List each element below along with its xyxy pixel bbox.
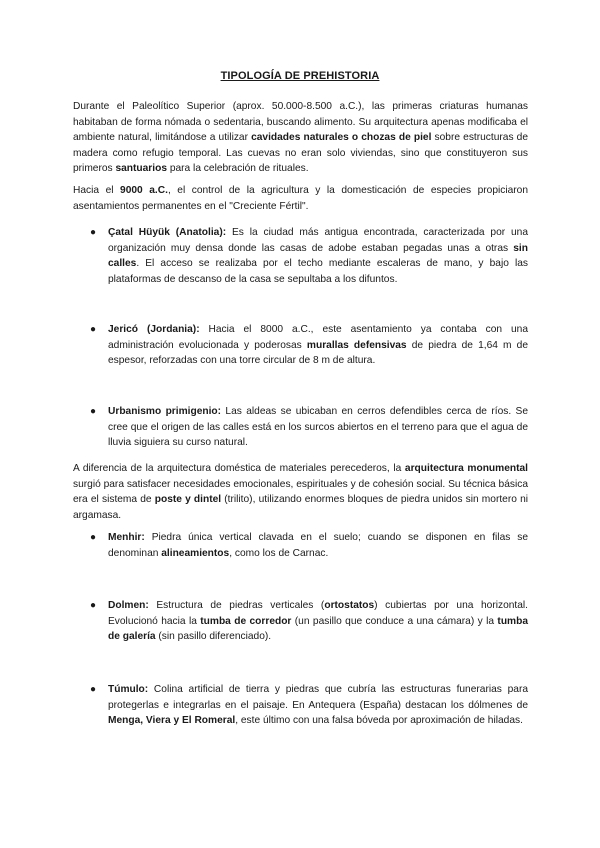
text-run: (un pasillo que conduce a una cámara) y la xyxy=(291,615,498,627)
bold-text: santuarios xyxy=(115,163,167,175)
bullet-icon: ● xyxy=(90,600,97,611)
bullet-icon: ● xyxy=(90,324,97,335)
bullet-icon: ● xyxy=(90,406,97,417)
list-item-catal-huyuk xyxy=(108,225,528,287)
text-run: Piedra única vertical clavada en el suelo; cuando se disponen en filas se denominan xyxy=(108,532,528,559)
bold-text: tumba de galería xyxy=(108,615,528,643)
text-run: A diferencia de la arquitectura doméstica de materiales perecederos, la xyxy=(73,463,405,474)
text-run: de piedra de 1,64 m de espesor, reforzadas con una torre circular de 8 m de altura. xyxy=(108,339,528,367)
text-run: surgió para satisfacer necesidades emocionales, espirituales y de cohesión social. Su técnica básica era el sistema de xyxy=(73,478,528,506)
text-run: ) cubiertas por una horizontal. Evolucionó hacia la xyxy=(108,600,529,627)
bold-text: Menga, Viera y El Romeral xyxy=(108,715,236,727)
bold-text: Urbanismo primigenio: xyxy=(108,406,222,417)
bold-text: cavidades naturales o chozas de piel xyxy=(251,132,432,144)
text-run: Las aldeas se ubicaban en cerros defendibles cerca de ríos. Se cree que el origen de las calles está en los surcos abiertos en el terreno para que el agua de lluvia siguiera su curso natural. xyxy=(108,406,528,449)
bold-text: arquitectura monumental xyxy=(404,463,528,474)
document-title: TIPOLOGÍA DE PREHISTORIA xyxy=(220,70,380,82)
bold-text: Jericó (Jordania): xyxy=(108,324,200,335)
list-item-menhir xyxy=(108,530,528,561)
text-run: Es la ciudad más antigua encontrada, caracterizada por una organización muy densa donde las casas de adobe estaban pegadas unas a otras xyxy=(108,227,528,254)
text-run: Estructura de piedras verticales ( xyxy=(148,600,325,611)
bold-text: 9000 a.C. xyxy=(120,185,168,196)
text-run: Hacia el xyxy=(73,185,121,196)
text-run: , como los de Carnac. xyxy=(229,547,329,559)
list-item-tumulo xyxy=(108,682,528,729)
text-run: (trilito), utilizando enormes bloques de piedra unidos sin mortero ni argamasa. xyxy=(73,494,528,521)
bold-text: alineamientos xyxy=(161,547,230,559)
bold-text: tumba de corredor xyxy=(200,615,292,627)
text-run: Colina artificial de tierra y piedras que cubría las estructuras funerarias para protegerlas e integrarlas en el paisaje. En Antequera (España) destacan los dólmenes de xyxy=(108,684,528,711)
text-run: . El acceso se realizaba por el techo mediante escaleras de mano, y bajo las plataformas de descanso de la casa se sepultaba a los difuntos. xyxy=(108,258,528,285)
list-item-jerico xyxy=(108,322,528,369)
bold-text: ortostatos xyxy=(324,600,375,611)
list-item-urbanismo xyxy=(108,404,528,451)
bullet-icon: ● xyxy=(90,227,97,238)
list-item-dolmen xyxy=(108,598,528,645)
bold-text: poste y dintel xyxy=(154,494,222,506)
paragraph-neolitico xyxy=(73,183,528,214)
text-run: para la celebración de rituales. xyxy=(167,163,309,175)
bold-text: Dolmen: xyxy=(108,600,149,611)
text-run: sobre estructuras de madera como refugio temporal. Las cuevas no eran solo viviendas, sino que constituyeron sus primeros xyxy=(73,132,528,175)
bullet-icon: ● xyxy=(90,684,97,695)
text-run: , el control de la agricultura y la domesticación de especies propiciaron asentamientos permanentes en el "Creciente Fértil". xyxy=(73,185,529,212)
bold-text: Çatal Hüyük (Anatolia): xyxy=(108,227,227,238)
bullet-icon: ● xyxy=(90,532,97,543)
text-run: Hacia el 8000 a.C., este asentamiento ya contaba con una administración evolucionada y poderosas xyxy=(108,324,528,351)
bold-text: murallas defensivas xyxy=(306,339,407,351)
text-run: Durante el Paleolítico Superior (aprox. 50.000-8.500 a.C.), las primeras criaturas humanas habitaban de forma nómada o sedentaria, buscando alimento. Su arquitectura apenas modificaba el ambiente natural, limitándose a utilizar xyxy=(73,101,528,144)
paragraph-arquitectura-monumental xyxy=(73,461,528,523)
bold-text: sin calles xyxy=(108,242,528,270)
text-run: (sin pasillo diferenciado). xyxy=(155,631,272,643)
bold-text: Menhir: xyxy=(108,532,145,543)
paragraph-paleolitico xyxy=(73,99,528,177)
text-run: , este último con una falsa bóveda por aproximación de hiladas. xyxy=(235,715,523,727)
bold-text: Túmulo: xyxy=(108,684,149,695)
